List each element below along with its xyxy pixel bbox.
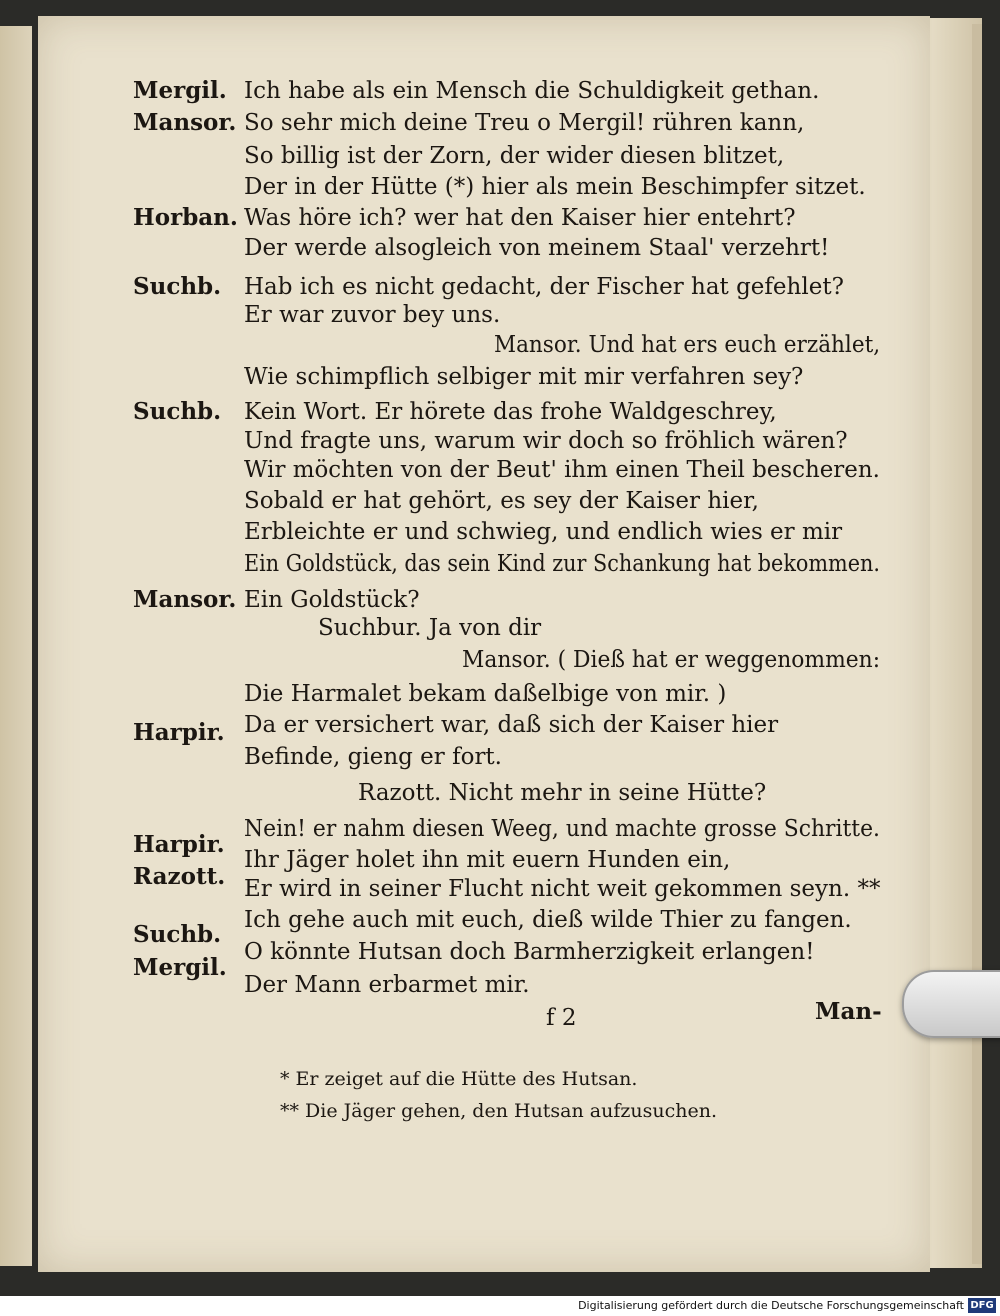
verse-line: Und fragte uns, warum wir doch so fröhlich wären? xyxy=(244,428,848,454)
speaker-label: Mansor. xyxy=(133,109,237,136)
verse-line: O könnte Hutsan doch Barmherzigkeit erlangen! xyxy=(244,939,815,965)
signature-mark: f 2 xyxy=(546,1005,577,1031)
speaker-label: Mergil. xyxy=(133,954,227,981)
verse-line: Wie schimpflich selbiger mit mir verfahren sey? xyxy=(244,364,804,390)
verse-line: So billig ist der Zorn, der wider diesen blitzet, xyxy=(244,143,785,169)
catchword: Man- xyxy=(815,998,882,1025)
verse-line: Da er versichert war, daß sich der Kaiser hier xyxy=(244,712,779,738)
footnote: ** Die Jäger gehen, den Hutsan aufzusuchen. xyxy=(280,1100,718,1122)
verse-line: Kein Wort. Er hörete das frohe Waldgeschrey, xyxy=(244,399,777,425)
verse-line: Ich habe als ein Mensch die Schuldigkeit gethan. xyxy=(244,78,820,104)
verse-line: Hab ich es nicht gedacht, der Fischer hat gefehlet? xyxy=(244,274,844,300)
footnote: * Er zeiget auf die Hütte des Hutsan. xyxy=(280,1068,638,1090)
verse-line: So sehr mich deine Treu o Mergil! rühren kann, xyxy=(244,110,805,136)
verse-line: Ich gehe auch mit euch, dieß wilde Thier zu fangen. xyxy=(244,907,852,933)
page-clip-icon xyxy=(902,970,1000,1038)
verse-line: Er war zuvor bey uns. xyxy=(244,302,501,328)
verse-line: Nein! er nahm diesen Weeg, und machte grosse Schritte. xyxy=(244,816,880,842)
speaker-label: Horban. xyxy=(133,204,238,231)
verse-line: Ein Goldstück? xyxy=(244,587,420,613)
verse-line: Die Harmalet bekam daßelbige von mir. ) xyxy=(244,681,727,707)
verse-line: Er wird in seiner Flucht nicht weit gekommen seyn. ** xyxy=(244,876,881,902)
speaker-label: Harpir. xyxy=(133,831,225,858)
speaker-label: Suchb. xyxy=(133,921,222,948)
verse-line: Sobald er hat gehört, es sey der Kaiser hier, xyxy=(244,488,759,514)
funding-credit: Digitalisierung gefördert durch die Deutsche Forschungsgemeinschaft xyxy=(578,1299,964,1312)
speaker-label: Mansor. xyxy=(133,586,237,613)
verse-line: Der werde alsogleich von meinem Staal' verzehrt! xyxy=(244,235,830,261)
verse-line: Razott. Nicht mehr in seine Hütte? xyxy=(358,780,767,806)
previous-page-edge xyxy=(0,26,32,1266)
verse-line: Ein Goldstück, das sein Kind zur Schankung hat bekommen. xyxy=(244,551,880,577)
verse-line: Was höre ich? wer hat den Kaiser hier entehrt? xyxy=(244,205,796,231)
verse-line: Wir möchten von der Beut' ihm einen Theil bescheren. xyxy=(244,457,880,483)
verse-line: Mansor. ( Dieß hat er weggenommen: xyxy=(462,647,881,673)
verse-line: Suchbur. Ja von dir xyxy=(318,615,542,641)
verse-line: Ihr Jäger holet ihn mit euern Hunden ein, xyxy=(244,847,731,873)
verse-line: Der Mann erbarmet mir. xyxy=(244,972,530,998)
verse-line: Mansor. Und hat ers euch erzählet, xyxy=(494,332,881,358)
verse-line: Befinde, gieng er fort. xyxy=(244,744,502,770)
speaker-label: Suchb. xyxy=(133,273,222,300)
page-stack-edge xyxy=(972,24,982,1264)
verse-line: Der in der Hütte (*) hier als mein Beschimpfer sitzet. xyxy=(244,174,866,200)
speaker-label: Mergil. xyxy=(133,77,227,104)
speaker-label: Harpir. xyxy=(133,719,225,746)
dfg-logo-icon: DFG xyxy=(968,1298,996,1313)
speaker-label: Suchb. xyxy=(133,398,222,425)
speaker-label: Razott. xyxy=(133,863,226,890)
verse-line: Erbleichte er und schwieg, und endlich wies er mir xyxy=(244,519,843,545)
